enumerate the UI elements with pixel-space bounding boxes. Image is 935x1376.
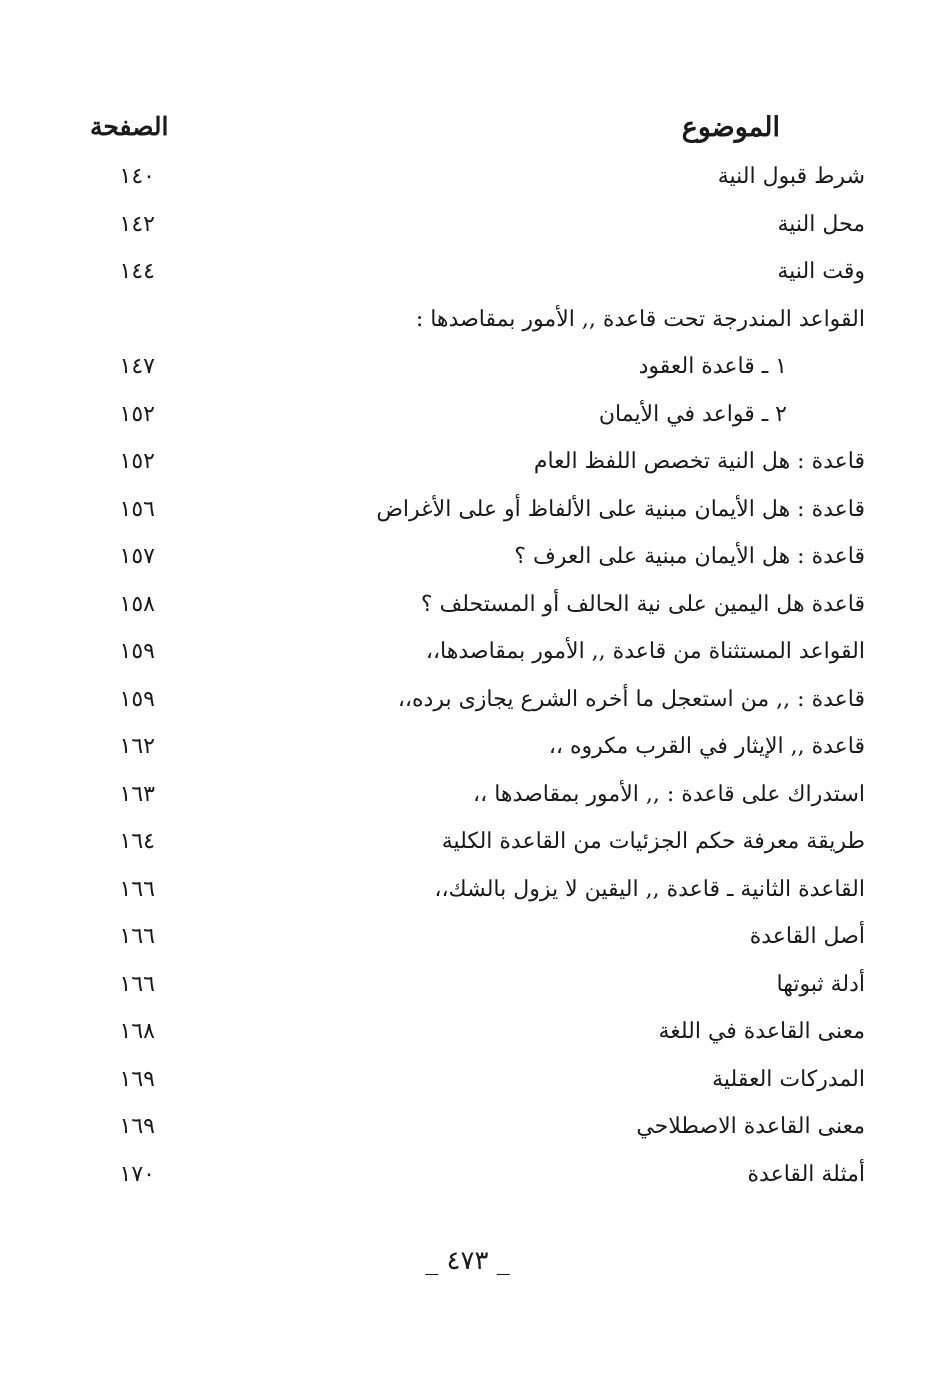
toc-page-number: ١٥٢ — [119, 401, 155, 427]
toc-page-number: ١٤٤ — [119, 259, 155, 284]
toc-page-number: ١٥٧ — [119, 544, 155, 569]
toc-row — [0, 873, 935, 921]
toc-page-number: ١٦٩ — [119, 1114, 155, 1139]
toc-topic: قاعدة : ,, من استعجل ما أخره الشرع يجازى برده،، — [397, 686, 865, 712]
toc-topic: شرط قبول النية — [717, 164, 865, 189]
toc-page-number: ١٦٣ — [119, 781, 155, 807]
topic-column-heading: الموضوع — [681, 112, 780, 143]
toc-row — [0, 968, 935, 1016]
toc-topic: طريقة معرفة حكم الجزئيات من القاعدة الكلية — [441, 829, 865, 854]
table-of-contents — [0, 160, 935, 1205]
toc-page-number: ١٦٤ — [119, 829, 155, 854]
toc-topic: ٢ ـ قواعد في الأيمان — [598, 401, 787, 427]
toc-page-number: ١٥٨ — [119, 591, 155, 617]
toc-page-number: ١٦٦ — [119, 876, 155, 902]
toc-topic: أدلة ثبوتها — [776, 971, 865, 997]
toc-row — [0, 683, 935, 731]
toc-row — [0, 208, 935, 256]
toc-row — [0, 588, 935, 636]
toc-page-number: ١٧٠ — [119, 1161, 155, 1187]
toc-topic: معنى القاعدة في اللغة — [658, 1019, 865, 1044]
toc-page-number: ١٤٧ — [119, 354, 155, 379]
toc-page-number: ١٥٢ — [119, 449, 155, 474]
toc-page-number: ١٥٩ — [119, 686, 155, 712]
toc-row — [0, 398, 935, 446]
toc-row — [0, 920, 935, 968]
toc-row — [0, 730, 935, 778]
toc-row — [0, 1158, 935, 1206]
toc-row — [0, 1110, 935, 1158]
toc-topic: القاعدة الثانية ـ قاعدة ,, اليقين لا يزول بالشك،، — [434, 876, 865, 902]
toc-row — [0, 1063, 935, 1111]
toc-row — [0, 445, 935, 493]
toc-page-number: ١٥٦ — [119, 496, 155, 522]
toc-page-number: ١٤٠ — [119, 164, 155, 189]
toc-topic: قاعدة : هل الأيمان مبنية على العرف ؟ — [514, 544, 865, 569]
toc-topic: ١ ـ قاعدة العقود — [638, 354, 787, 379]
toc-topic: قاعدة ,, الإيثار في القرب مكروه ،، — [548, 734, 865, 759]
toc-row — [0, 825, 935, 873]
page-number-footer: _ ٤٧٣ _ — [425, 1246, 510, 1276]
toc-topic: قاعدة : هل النية تخصص اللفظ العام — [533, 449, 865, 474]
toc-topic: القواعد المستثناة من قاعدة ,, الأمور بمقاصدها،، — [425, 639, 865, 664]
toc-page-number: ١٦٨ — [119, 1019, 155, 1044]
toc-page-number: ١٥٩ — [119, 639, 155, 664]
toc-page-number: ١٦٢ — [119, 734, 155, 759]
toc-topic: وقت النية — [777, 259, 865, 284]
toc-topic: معنى القاعدة الاصطلاحي — [636, 1114, 865, 1139]
toc-topic: استدراك على قاعدة : ,, الأمور بمقاصدها ،، — [473, 781, 865, 807]
toc-page-number: ١٦٦ — [119, 924, 155, 949]
toc-header — [90, 112, 880, 152]
toc-page-number: ١٤٢ — [119, 211, 155, 237]
toc-row — [0, 303, 935, 351]
toc-topic: أصل القاعدة — [749, 924, 865, 949]
page-column-heading: الصفحة — [90, 112, 169, 141]
toc-row — [0, 1015, 935, 1063]
toc-topic: محل النية — [777, 211, 865, 237]
toc-row — [0, 493, 935, 541]
toc-page-number: ١٦٩ — [119, 1066, 155, 1092]
toc-section-heading: القواعد المندرجة تحت قاعدة ,, الأمور بمقاصدها : — [415, 306, 865, 332]
toc-row — [0, 160, 935, 208]
toc-row — [0, 350, 935, 398]
toc-page-number: ١٦٦ — [119, 971, 155, 997]
toc-row — [0, 778, 935, 826]
toc-topic: قاعدة : هل الأيمان مبنية على الألفاظ أو على الأغراض — [376, 496, 865, 522]
toc-topic: المدركات العقلية — [712, 1066, 865, 1092]
toc-topic: أمثلة القاعدة — [747, 1161, 865, 1187]
toc-row — [0, 540, 935, 588]
toc-topic: قاعدة هل اليمين على نية الحالف أو المستحلف ؟ — [420, 591, 865, 617]
toc-row — [0, 635, 935, 683]
toc-row — [0, 255, 935, 303]
